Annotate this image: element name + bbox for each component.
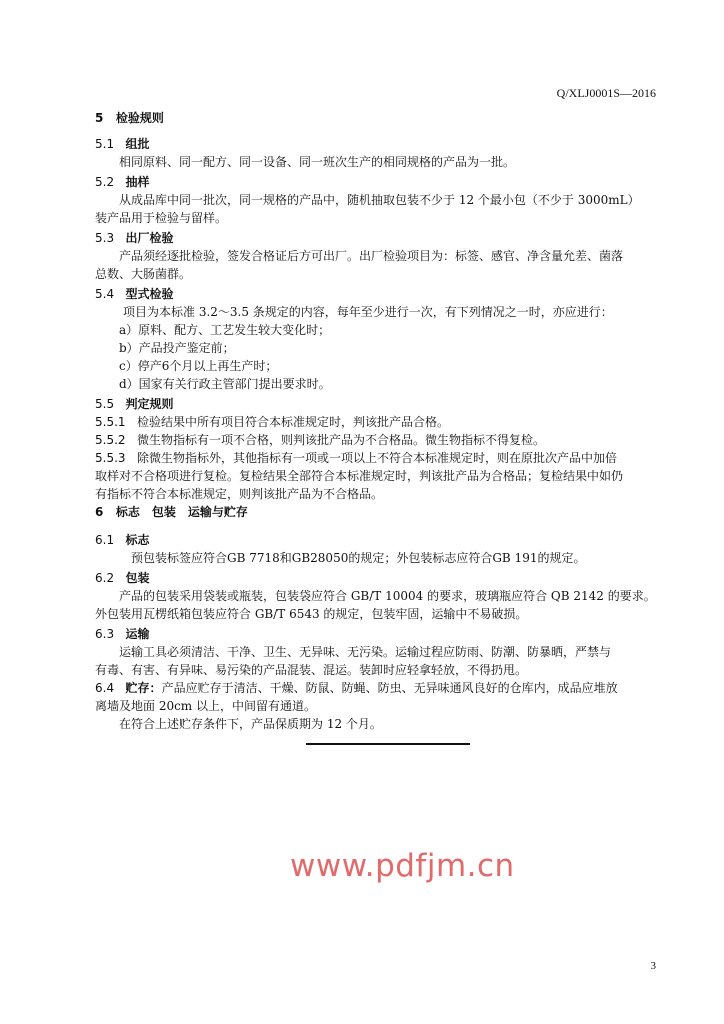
- paragraph: 产品须经逐批检验，签发合格证后方可出厂。出厂检验项目为：标签、感官、净含量允差、菌落: [119, 249, 624, 263]
- list-item: a）原料、配方、工艺发生较大变化时；: [119, 323, 331, 337]
- paragraph: 在符合上述贮存条件下，产品保质期为 12 个月。: [119, 717, 382, 731]
- watermark: www.pdfjm.cn: [290, 848, 515, 884]
- section-number: 5.3: [95, 231, 115, 245]
- paragraph: 外包装用瓦楞纸箱包装应符合 GB/T 6543 的规定，包装牢固，运输中不易破损。: [95, 607, 528, 621]
- paragraph: 离墙及地面 20cm 以上，中间留有通道。: [95, 699, 316, 713]
- paragraph: 运输工具必须清洁、干净、卫生、无异味、无污染。运输过程应防雨、防潮、防暴晒，严禁与: [119, 645, 612, 659]
- paragraph: 项目为本标准 3.2～3.5 条规定的内容，每年至少进行一次，有下列情况之一时，亦应进行：: [123, 305, 613, 319]
- section-number: 6.2: [95, 571, 115, 585]
- section-5-4-heading: [95, 286, 174, 302]
- section-5-3-heading: [95, 230, 174, 246]
- section-title: 出厂检验: [125, 231, 174, 245]
- section-number: 5: [95, 111, 104, 125]
- section-number: 6.1: [95, 533, 115, 547]
- section-5-2-heading: [95, 174, 150, 190]
- paragraph: 装产品用于检验与留样。: [95, 211, 228, 225]
- section-6-1-heading: [95, 532, 150, 548]
- section-title: 判定规则: [125, 397, 174, 411]
- paragraph: 产品的包装采用袋装或瓶装，包装袋应符合 GB/T 10004 的要求，玻璃瓶应符合 QB 2142 的要求。: [119, 589, 656, 603]
- clause-5-5-1: [95, 414, 449, 430]
- clause-number: 5.5.3: [95, 451, 126, 465]
- list-item: d）国家有关行政主管部门提出要求时。: [119, 377, 331, 391]
- section-6-2-heading: [95, 570, 150, 586]
- clause-number: 5.5.1: [95, 415, 126, 429]
- clause-number: 5.5.2: [95, 433, 126, 447]
- section-5-5-heading: [95, 396, 174, 412]
- page-number: 3: [650, 960, 656, 972]
- section-title: 标志: [125, 533, 150, 547]
- clause-5-5-2: [95, 432, 545, 448]
- paragraph: 相同原料、同一配方、同一设备、同一班次生产的相同规格的产品为一批。: [119, 155, 516, 169]
- section-number: 6.4: [95, 681, 115, 695]
- paragraph: 有毒、有害、有异味、易污染的产品混装、混运。装卸时应轻拿轻放，不得扔甩。: [95, 663, 528, 677]
- section-title: 标志 包装 运输与贮存: [115, 505, 248, 519]
- paragraph: 有指标不符合本标准规定，则判该批产品为不合格品。: [95, 487, 384, 501]
- section-title: 包装: [125, 571, 150, 585]
- paragraph: 预包装标签应符合GB 7718和GB28050的规定；外包装标志应符合GB 191的规定。: [131, 551, 586, 565]
- section-number: 5.2: [95, 175, 115, 189]
- section-number: 5.4: [95, 287, 115, 301]
- section-title: 运输: [125, 627, 150, 641]
- section-6-4-heading: [95, 680, 618, 696]
- section-5-heading: [95, 110, 164, 126]
- section-number: 6: [95, 505, 104, 519]
- section-title: 型式检验: [125, 287, 174, 301]
- section-number: 5.5: [95, 397, 115, 411]
- end-rule: [306, 743, 470, 745]
- section-number: 6.3: [95, 627, 115, 641]
- clause-text: 微生物指标有一项不合格，则判该批产品为不合格品。微生物指标不得复检。: [137, 433, 546, 447]
- clause-text: 检验结果中所有项目符合本标准规定时，判该批产品合格。: [137, 415, 450, 429]
- section-title: 抽样: [125, 175, 150, 189]
- section-title: 组批: [125, 137, 150, 151]
- list-item: c）停产6个月以上再生产时；: [119, 359, 278, 373]
- section-number: 5.1: [95, 137, 115, 151]
- section-6-3-heading: [95, 626, 150, 642]
- paragraph: 总数、大肠菌群。: [95, 267, 192, 281]
- standard-code: Q/XLJ0001S—2016: [556, 86, 656, 100]
- paragraph: 从成品库中同一批次，同一规格的产品中，随机抽取包装不少于 12 个最小包（不少于 3000mL）: [119, 193, 640, 207]
- section-5-1-heading: [95, 136, 150, 152]
- list-item: b）产品投产鉴定前；: [119, 341, 235, 355]
- section-title: 检验规则: [115, 111, 164, 125]
- paragraph: 取样对不合格项进行复检。复检结果全部符合本标准规定时，判该批产品为合格品；复检结果中如仍: [95, 469, 624, 483]
- clause-5-5-3: [95, 450, 617, 466]
- section-title: 贮存：: [125, 681, 162, 695]
- section-6-heading: [95, 504, 248, 520]
- clause-text: 除微生物指标外，其他指标有一项或一项以上不符合本标准规定时，则在原批次产品中加倍: [137, 451, 618, 465]
- paragraph: 产品应贮存于清洁、干燥、防鼠、防蝇、防虫、无异味通风良好的仓库内，成品应堆放: [161, 681, 618, 695]
